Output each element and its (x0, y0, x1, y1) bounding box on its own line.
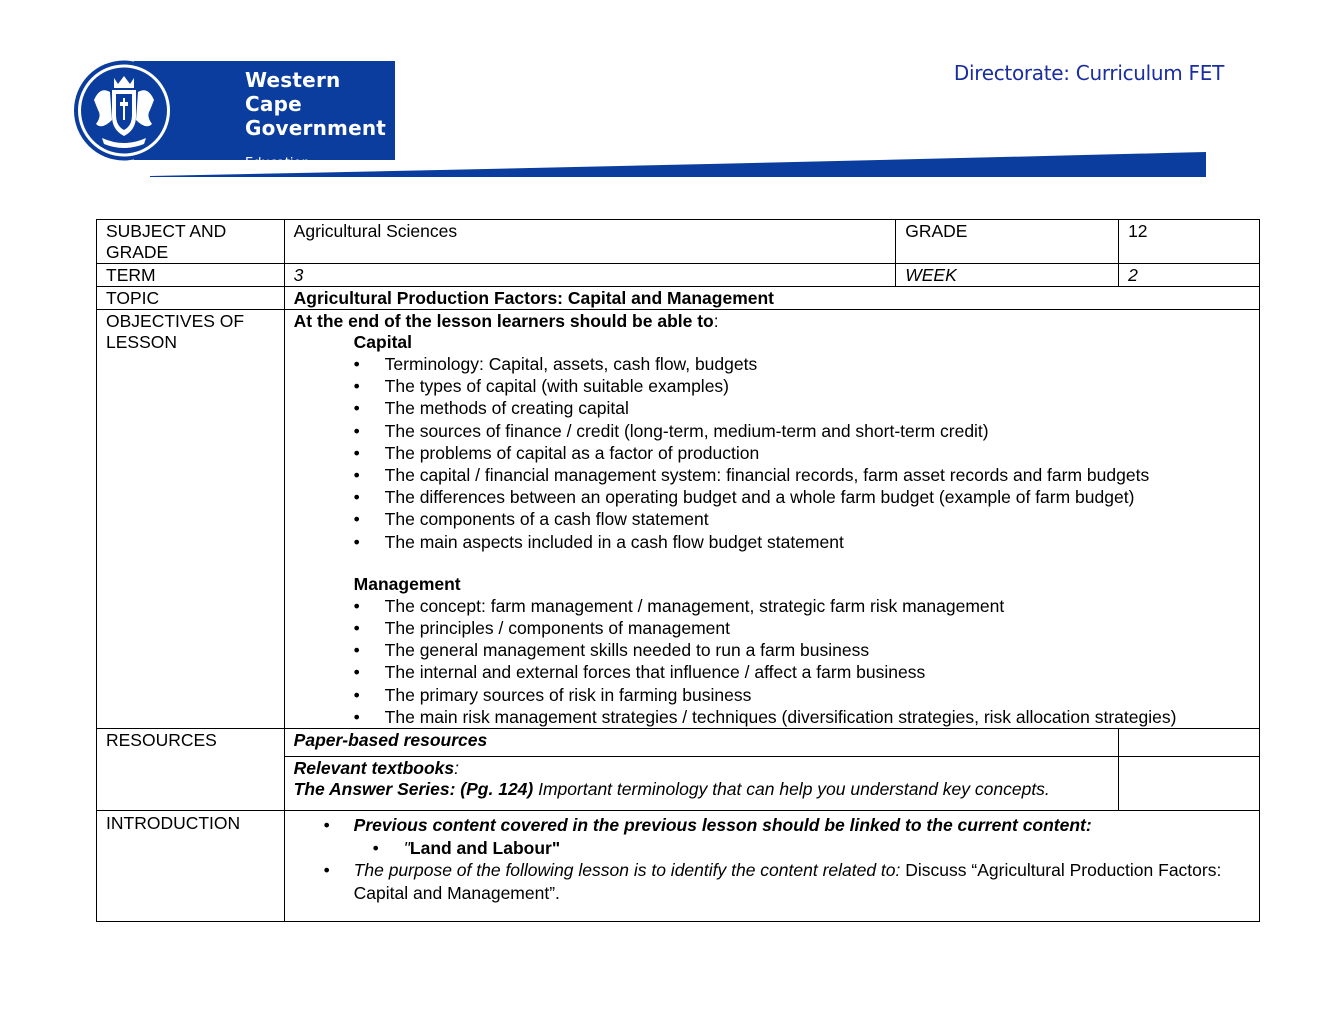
lesson-plan-table (96, 219, 1260, 922)
topic-value: Agricultural Production Factors: Capital and Management (284, 287, 1259, 310)
subject-label: SUBJECT AND GRADE (97, 220, 285, 264)
grade-value: 12 (1119, 220, 1260, 264)
intro-item-1: Previous content covered in the previous lesson should be linked to the current content: (353, 815, 1092, 836)
textbooks-colon: : (454, 758, 460, 779)
logo-line-3: Education (245, 156, 310, 171)
subject-row (97, 220, 1260, 264)
topic-row (97, 287, 1260, 310)
western-cape-government-logo (72, 60, 395, 171)
capital-item: • The capital / financial management system: financial records, farm asset records and farm budgets (354, 464, 1250, 486)
objectives-content (284, 310, 1259, 729)
intro-sub-text: Land and Labour" (409, 837, 561, 858)
management-heading: Management (353, 573, 461, 594)
objectives-intro-colon: : (713, 311, 719, 331)
capital-item: • The problems of capital as a factor of production (354, 442, 1250, 464)
textbooks-label: Relevant textbooks (293, 758, 455, 779)
term-row (97, 264, 1260, 287)
spacer (294, 553, 1250, 574)
grade-label: GRADE (896, 220, 1119, 264)
management-item: • The internal and external forces that influence / affect a farm business (354, 661, 1250, 683)
introduction-list (294, 814, 1250, 904)
resources-row (97, 729, 1260, 757)
directorate-title: Directorate: Curriculum FET (953, 61, 1224, 85)
management-item: • The general management skills needed to run a farm business (354, 639, 1250, 661)
management-list (354, 595, 1250, 728)
resources-heading: Paper-based resources (284, 729, 1118, 757)
management-item: • The principles / components of management (354, 617, 1250, 639)
textbook-title: The Answer Series: (Pg. 124) (293, 779, 534, 800)
term-value: 3 (284, 264, 896, 287)
header-swoosh (150, 150, 1210, 180)
introduction-item (294, 859, 1250, 904)
introduction-sublist (354, 837, 1250, 860)
resources-empty-cell (1119, 729, 1260, 757)
intro-item-2-text: Discuss “Agricultural Production Factors: Capital and Management”. (353, 860, 1222, 903)
logo-line-1: Western Cape (245, 68, 341, 116)
capital-list (354, 353, 1250, 553)
introduction-row (97, 811, 1260, 922)
capital-heading: Capital (353, 332, 413, 352)
introduction-item (294, 814, 1250, 859)
topic-label: TOPIC (97, 287, 285, 310)
capital-item: • The types of capital (with suitable examples) (354, 375, 1250, 397)
textbooks-empty-cell (1119, 757, 1260, 811)
textbooks-content (284, 757, 1118, 811)
capital-item: • The main aspects included in a cash flow budget statement (354, 531, 1250, 553)
week-value: 2 (1119, 264, 1260, 287)
intro-item-2-italic: The purpose of the following lesson is to identify the content related to: (353, 860, 901, 881)
textbook-entry (294, 779, 1109, 800)
capital-item: • The methods of creating capital (354, 397, 1250, 419)
coat-of-arms-icon (72, 60, 176, 161)
objectives-intro-text: At the end of the lesson learners should be able to (293, 311, 714, 331)
capital-item: • The sources of finance / credit (long-term, medium-term and short-term credit) (354, 420, 1250, 442)
capital-item: • Terminology: Capital, assets, cash flow, budgets (354, 353, 1250, 375)
management-item: • The concept: farm management / management, strategic farm risk management (354, 595, 1250, 617)
objectives-row (97, 310, 1260, 729)
textbook-note: Important terminology that can help you understand key concepts. (533, 779, 1050, 800)
introduction-label: INTRODUCTION (97, 811, 285, 922)
capital-item: • The components of a cash flow statement (354, 508, 1250, 530)
term-label: TERM (97, 264, 285, 287)
management-item: • The main risk management strategies / techniques (diversification strategies, risk allocation strategies) (354, 706, 1250, 728)
subject-value: Agricultural Sciences (284, 220, 896, 264)
objectives-label: OBJECTIVES OF LESSON (97, 310, 285, 729)
objectives-intro (294, 311, 1250, 332)
intro-sub-quote: " (403, 837, 410, 858)
week-label: WEEK (896, 264, 1119, 287)
logo-line-2: Government (245, 116, 387, 140)
capital-item: • The differences between an operating budget and a whole farm budget (example of farm budget) (354, 486, 1250, 508)
management-item: • The primary sources of risk in farming business (354, 684, 1250, 706)
textbooks-heading (294, 758, 1109, 779)
resources-label: RESOURCES (97, 729, 285, 811)
introduction-subitem (354, 837, 1250, 860)
introduction-content (284, 811, 1259, 922)
